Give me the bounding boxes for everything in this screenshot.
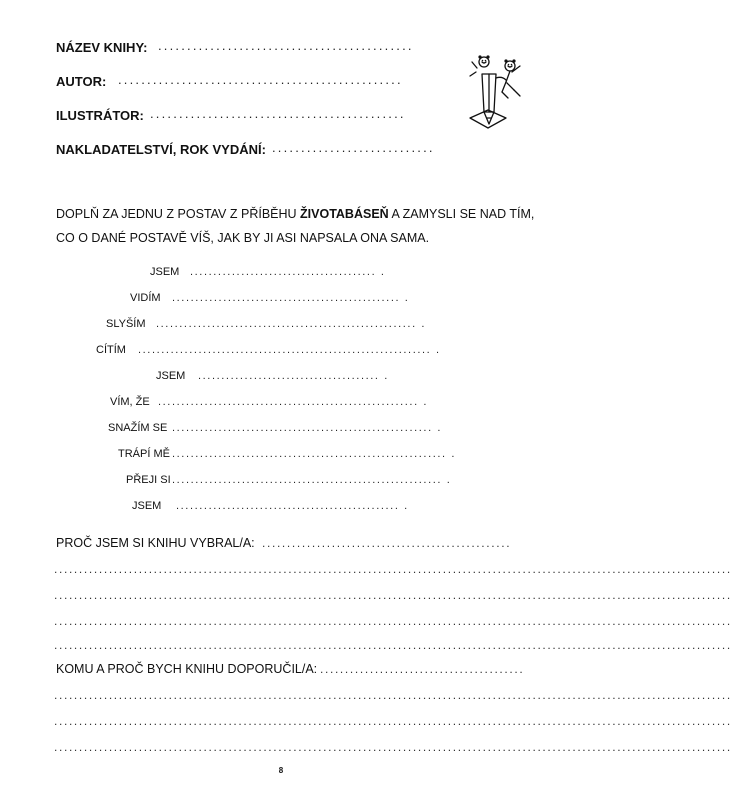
illustrator-label: ILUSTRÁTOR:: [56, 108, 144, 123]
poem-label-jsem-1: JSEM: [150, 266, 180, 278]
recommend-book-field-1[interactable]: .........................................: [320, 662, 525, 676]
poem-label-slysim: SLYŠÍM: [106, 318, 146, 330]
publisher-year-label: NAKLADATELSTVÍ, ROK VYDÁNÍ:: [56, 142, 266, 157]
instruction-text-part2: A ZAMYSLI SE NAD TÍM, CO O DANÉ POSTAVĚ VÍŠ, JAK BY JI ASI NAPSALA ONA SAMA.: [56, 207, 535, 245]
book-title-label: NÁZEV KNIHY:: [56, 40, 148, 55]
why-chose-book-field-1[interactable]: ..................................................: [262, 536, 512, 550]
poem-label-vim-ze: VÍM, ŽE: [110, 396, 150, 408]
poem-field-preji-si[interactable]: .......................................................... .: [172, 474, 452, 486]
why-chose-book-field-2[interactable]: ........................................................................................................................................: [54, 562, 732, 576]
recommend-book-question: KOMU A PROČ BYCH KNIHU DOPORUČIL/A:: [56, 662, 318, 676]
instruction-text-part1: DOPLŇ ZA JEDNU Z POSTAV Z PŘÍBĚHU: [56, 207, 301, 221]
poem-field-vidim[interactable]: ................................................. .: [172, 292, 410, 304]
pencil-figures-illustration: [462, 52, 528, 135]
poem-label-citim: CÍTÍM: [96, 344, 126, 356]
recommend-book-field-2[interactable]: ........................................................................................................................................: [54, 688, 732, 702]
poem-field-vim-ze[interactable]: ........................................................ .: [158, 396, 429, 408]
poem-label-vidim: VIDÍM: [130, 292, 161, 304]
recommend-book-field-3[interactable]: ........................................................................................................................................: [54, 714, 732, 728]
poem-label-snazim-se: SNAŽÍM SE: [108, 422, 168, 434]
story-title: ŽIVOTABÁSEŇ: [300, 207, 389, 221]
page-number: 8: [278, 766, 284, 775]
author-field[interactable]: .................................................: [118, 72, 403, 87]
poem-field-citim[interactable]: ............................................................... .: [138, 344, 441, 356]
poem-field-trapi-me[interactable]: ........................................................... .: [172, 448, 457, 460]
illustrator-field[interactable]: ............................................: [150, 106, 406, 121]
instruction-paragraph: [56, 202, 536, 250]
poem-field-jsem-3[interactable]: ................................................ .: [176, 500, 409, 512]
book-title-field[interactable]: ............................................: [158, 38, 414, 53]
poem-label-jsem-2: JSEM: [156, 370, 186, 382]
publisher-year-field[interactable]: ............................: [272, 140, 435, 155]
author-label: AUTOR:: [56, 74, 107, 89]
poem-label-jsem-3: JSEM: [132, 500, 162, 512]
why-chose-book-field-4[interactable]: ........................................................................................................................................: [54, 614, 732, 628]
poem-field-jsem-2[interactable]: ....................................... .: [198, 370, 389, 382]
why-chose-book-field-5[interactable]: ........................................................................................................................................: [54, 638, 732, 652]
poem-label-preji-si: PŘEJI SI: [126, 474, 171, 486]
poem-field-snazim-se[interactable]: ........................................................ .: [172, 422, 443, 434]
poem-field-slysim[interactable]: ........................................................ .: [156, 318, 427, 330]
poem-label-trapi-me: TRÁPÍ MĚ: [118, 448, 170, 460]
why-chose-book-field-3[interactable]: ........................................................................................................................................: [54, 588, 732, 602]
why-chose-book-question: PROČ JSEM SI KNIHU VYBRAL/A:: [56, 536, 255, 550]
recommend-book-field-4[interactable]: ........................................................................................................................................: [54, 740, 732, 754]
poem-field-jsem-1[interactable]: ........................................ .: [190, 266, 386, 278]
